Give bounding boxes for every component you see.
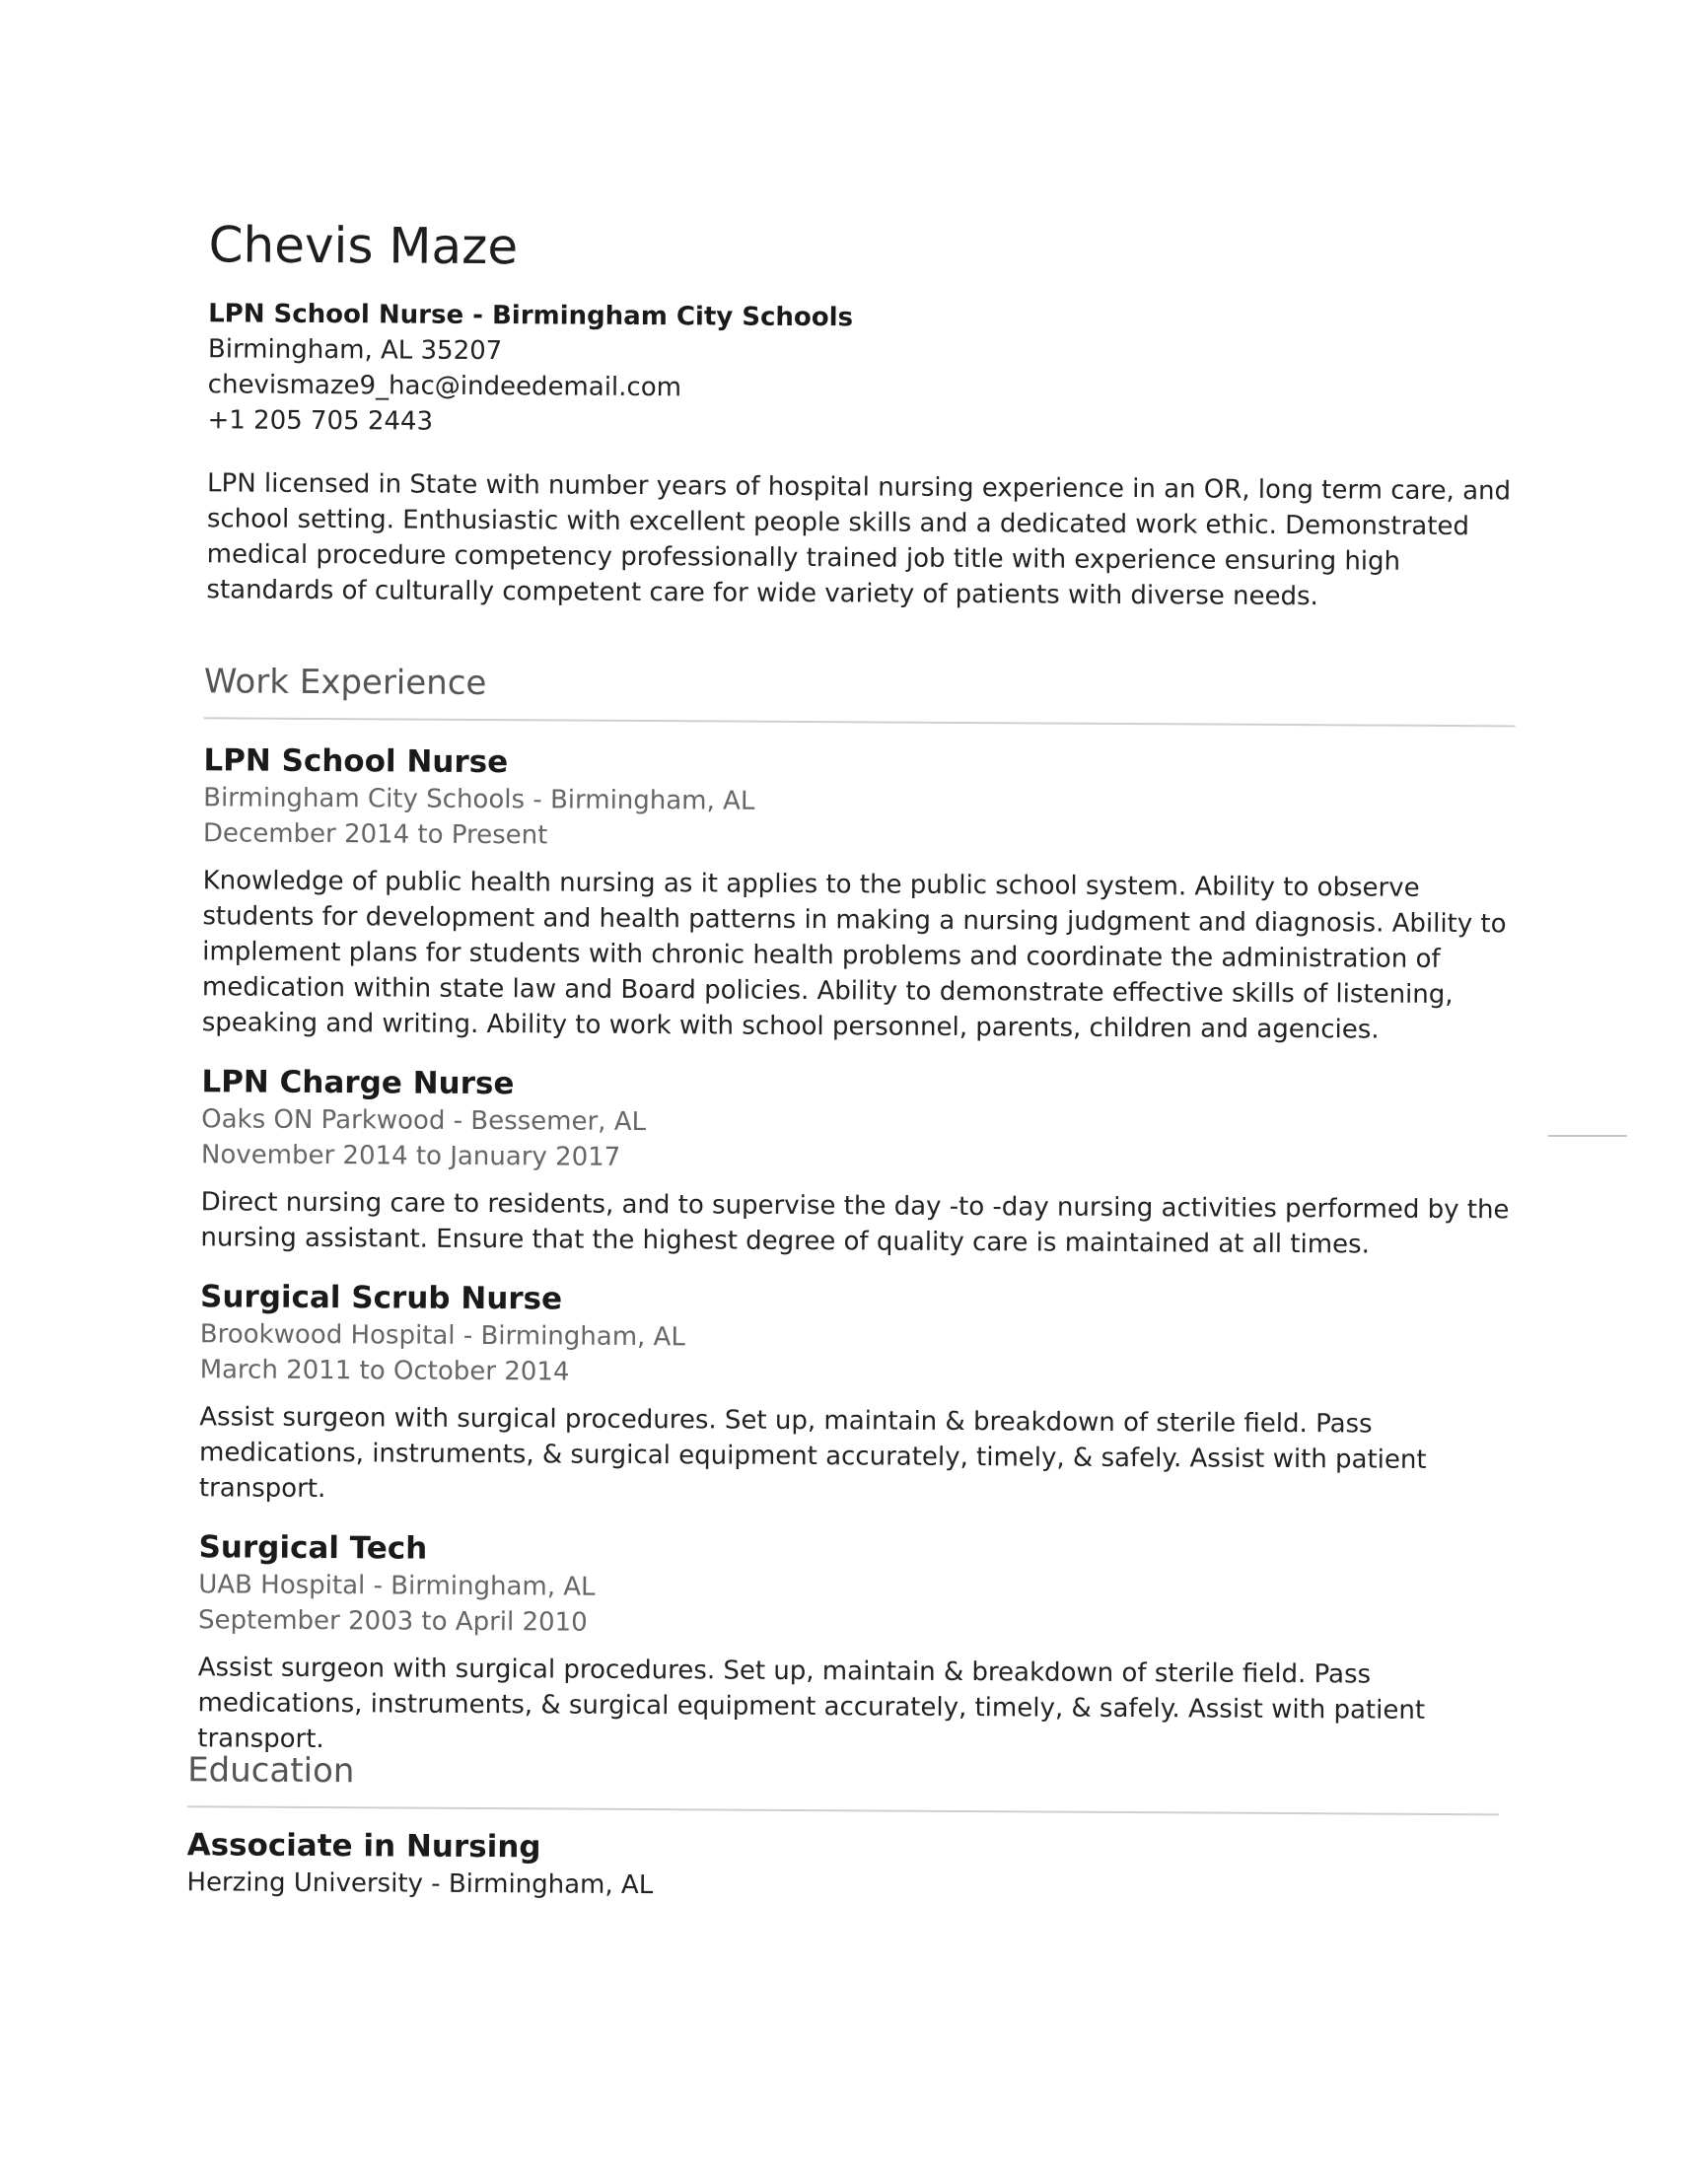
candidate-location: Birmingham, AL 35207 [207,334,503,367]
job-title: Surgical Tech [198,1529,428,1567]
job-dates: March 2011 to October 2014 [199,1355,570,1387]
job-description: Assist surgeon with surgical procedures. Set up, maintain & breakdown of sterile field. Pass medications, instruments, & surgical equipment accurately, timely, & safely. Assist with patient transport. [197,1653,1426,1755]
education-section [186,1748,1499,1908]
education-degree: Associate in Nursing [186,1827,541,1866]
work-experience-section [197,660,1516,1764]
section-title-work-experience: Work Experience [204,660,1516,727]
job-title: LPN School Nurse [203,742,509,781]
resume-header [206,218,1520,615]
candidate-phone: +1 205 705 2443 [207,405,434,437]
job-dates: December 2014 to Present [202,818,548,851]
job-company: Birmingham City Schools [203,783,526,815]
job-dates: September 2003 to April 2010 [197,1605,588,1638]
job-entry [197,1527,1510,1764]
job-company-line: UAB Hospital - Birmingham, AL [198,1570,596,1602]
candidate-headline: LPN School Nurse - Birmingham City Schools [208,299,854,333]
job-dates: November 2014 to January 2017 [200,1140,621,1172]
job-company: Brookwood Hospital [199,1319,456,1351]
section-title-education: Education [187,1748,1499,1815]
job-company-line: Brookwood Hospital - Birmingham, AL [199,1319,685,1353]
summary-paragraph: LPN licensed in State with number years of hospital nursing experience in an OR, long term care, and school setting. Enthusiastic with excellent people skills and a dedicated work ethic. Demonstrated medical procedure competency professionally trained job title with experience ensuring high standards of culturally competent care for wide variety of patients with diverse needs. [206,468,1512,612]
job-title: LPN Charge Nurse [201,1064,515,1102]
job-location: Birmingham, AL [480,1321,685,1353]
education-school: Herzing University [186,1867,424,1899]
job-description: Assist surgeon with surgical procedures. Set up, maintain & breakdown of sterile field. Pass medications, instruments, & surgical equipment accurately, timely, & safely. Assist with patient transport. [198,1402,1427,1505]
job-location: Bessemer, AL [470,1105,647,1138]
job-location: Birmingham, AL [390,1571,596,1602]
candidate-name: Chevis Maze [208,216,519,276]
education-school-line: Herzing University - Birmingham, AL [186,1867,654,1901]
scan-artifact-mark [1548,1134,1627,1138]
job-location: Birmingham, AL [549,785,755,816]
job-company: UAB Hospital [198,1570,366,1601]
candidate-email: chevismaze9_hac@indeedemail.com [207,370,682,403]
job-company-line: Oaks ON Parkwood - Bessemer, AL [201,1104,647,1138]
job-entry [199,1277,1512,1514]
job-description: Knowledge of public health nursing as it applies to the public school system. Ability to observe students for development and health patterns in making a nursing judgment and diagnosis. Ability to implement plans for students with chronic health problems and coordinate the administration of medication within state law and Board policies. Ability to demonstrate effective skills of listening, speaking and writing. Ability to work with school personnel, parents, children and agencies. [201,866,1507,1045]
job-entry [200,1062,1513,1263]
job-company-line: Birmingham City Schools - Birmingham, AL [203,783,755,816]
job-description: Direct nursing care to residents, and to supervise the day -to -day nursing activities performed by the nursing assistant. Ensure that the highest degree of quality care is maintained at all times. [200,1187,1510,1260]
education-location: Birmingham, AL [448,1868,654,1901]
job-title: Surgical Scrub Nurse [199,1279,563,1317]
job-company: Oaks ON Parkwood [201,1104,446,1136]
job-entry [202,740,1516,1048]
